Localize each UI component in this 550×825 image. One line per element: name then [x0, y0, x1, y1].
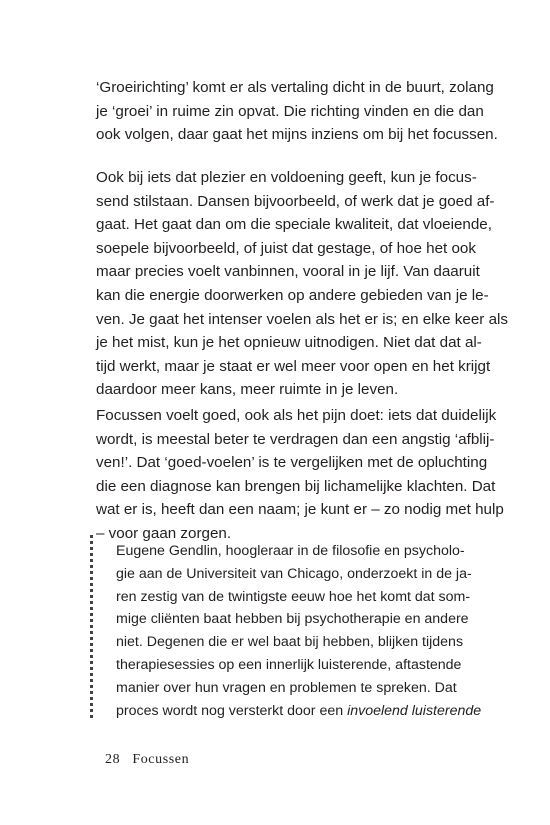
running-title: Focussen: [132, 752, 190, 767]
text-line: kan die energie doorwerken op andere gebieden van je le-: [96, 286, 489, 304]
text-line: soepele bijvoorbeeld, of juist dat gestage, of hoe het ook: [96, 239, 476, 257]
text-line: send stilstaan. Dansen bijvoorbeeld, of werk dat je goed af-: [96, 192, 495, 210]
sidebar-box-text: [116, 540, 482, 722]
box-line-last: [116, 700, 482, 723]
text-line: ‘Groeirichting’ komt er als vertaling dicht in de buurt, zolang: [96, 79, 494, 96]
box-line: manier over hun vragen en problemen te spreken. Dat: [116, 679, 457, 696]
box-line: niet. Degenen die er wel baat bij hebben, blijken tijdens: [116, 634, 464, 651]
page-footer: [105, 752, 189, 768]
box-line: Eugene Gendlin, hoogleraar in de filosofie en psycholo-: [116, 543, 465, 559]
box-line: therapiesessies op een innerlijk luisterende, aftastende: [116, 656, 462, 673]
paragraph-2: [96, 166, 508, 402]
box-line: mige cliënten baat hebben bij psychotherapie en andere: [116, 611, 469, 628]
text-line: je het mist, kun je het opnieuw uitnodigen. Niet dat dat al-: [96, 334, 482, 352]
text-line: ven!’. Dat ‘goed-voelen’ is te vergelijken met de opluchting: [96, 454, 488, 472]
text-line: die een diagnose kan brengen bij lichamelijke klachten. Dat: [96, 477, 496, 495]
paragraph-1: [96, 76, 498, 147]
text-line: wordt, is meestal beter te verdragen dan een angstig ‘afblij-: [96, 430, 495, 448]
text-line: gaat. Het gaat dan om die speciale kwaliteit, dat vloeiende,: [96, 216, 492, 234]
box-line-plain: proces wordt nog versterkt door een: [116, 702, 348, 719]
text-line: – voor gaan zorgen.: [96, 524, 232, 542]
text-line: je ‘groei’ in ruime zin opvat. Die richting vinden en die dan: [96, 102, 484, 120]
text-line: tijd werkt, maar je staat er wel meer voor open en het krijgt: [96, 357, 491, 375]
text-line: Ook bij iets dat plezier en voldoening geeft, kun je focus-: [96, 169, 477, 186]
text-line: ven. Je gaat het intenser voelen als het er is; en elke keer als: [96, 310, 508, 328]
page-number: 28: [105, 752, 121, 767]
text-line: wat er is, heeft dan een naam; je kunt er – zo nodig met hulp: [96, 501, 504, 519]
text-line: ook volgen, daar gaat het mijns inziens om bij het focussen.: [96, 126, 498, 144]
paragraph-3: [96, 404, 504, 546]
box-line-italic: invoelend luisterende: [347, 702, 482, 719]
box-line: gie aan de Universiteit van Chicago, onderzoekt in de ja-: [116, 565, 472, 582]
text-line: Focussen voelt goed, ook als het pijn doet: iets dat duidelijk: [96, 407, 497, 424]
box-line: ren zestig van de twintigste eeuw hoe het komt dat som-: [116, 588, 471, 605]
text-line: daardoor meer kans, meer ruimte in je leven.: [96, 381, 399, 399]
text-line: maar precies voelt vanbinnen, vooral in je lijf. Van daaruit: [96, 263, 480, 281]
